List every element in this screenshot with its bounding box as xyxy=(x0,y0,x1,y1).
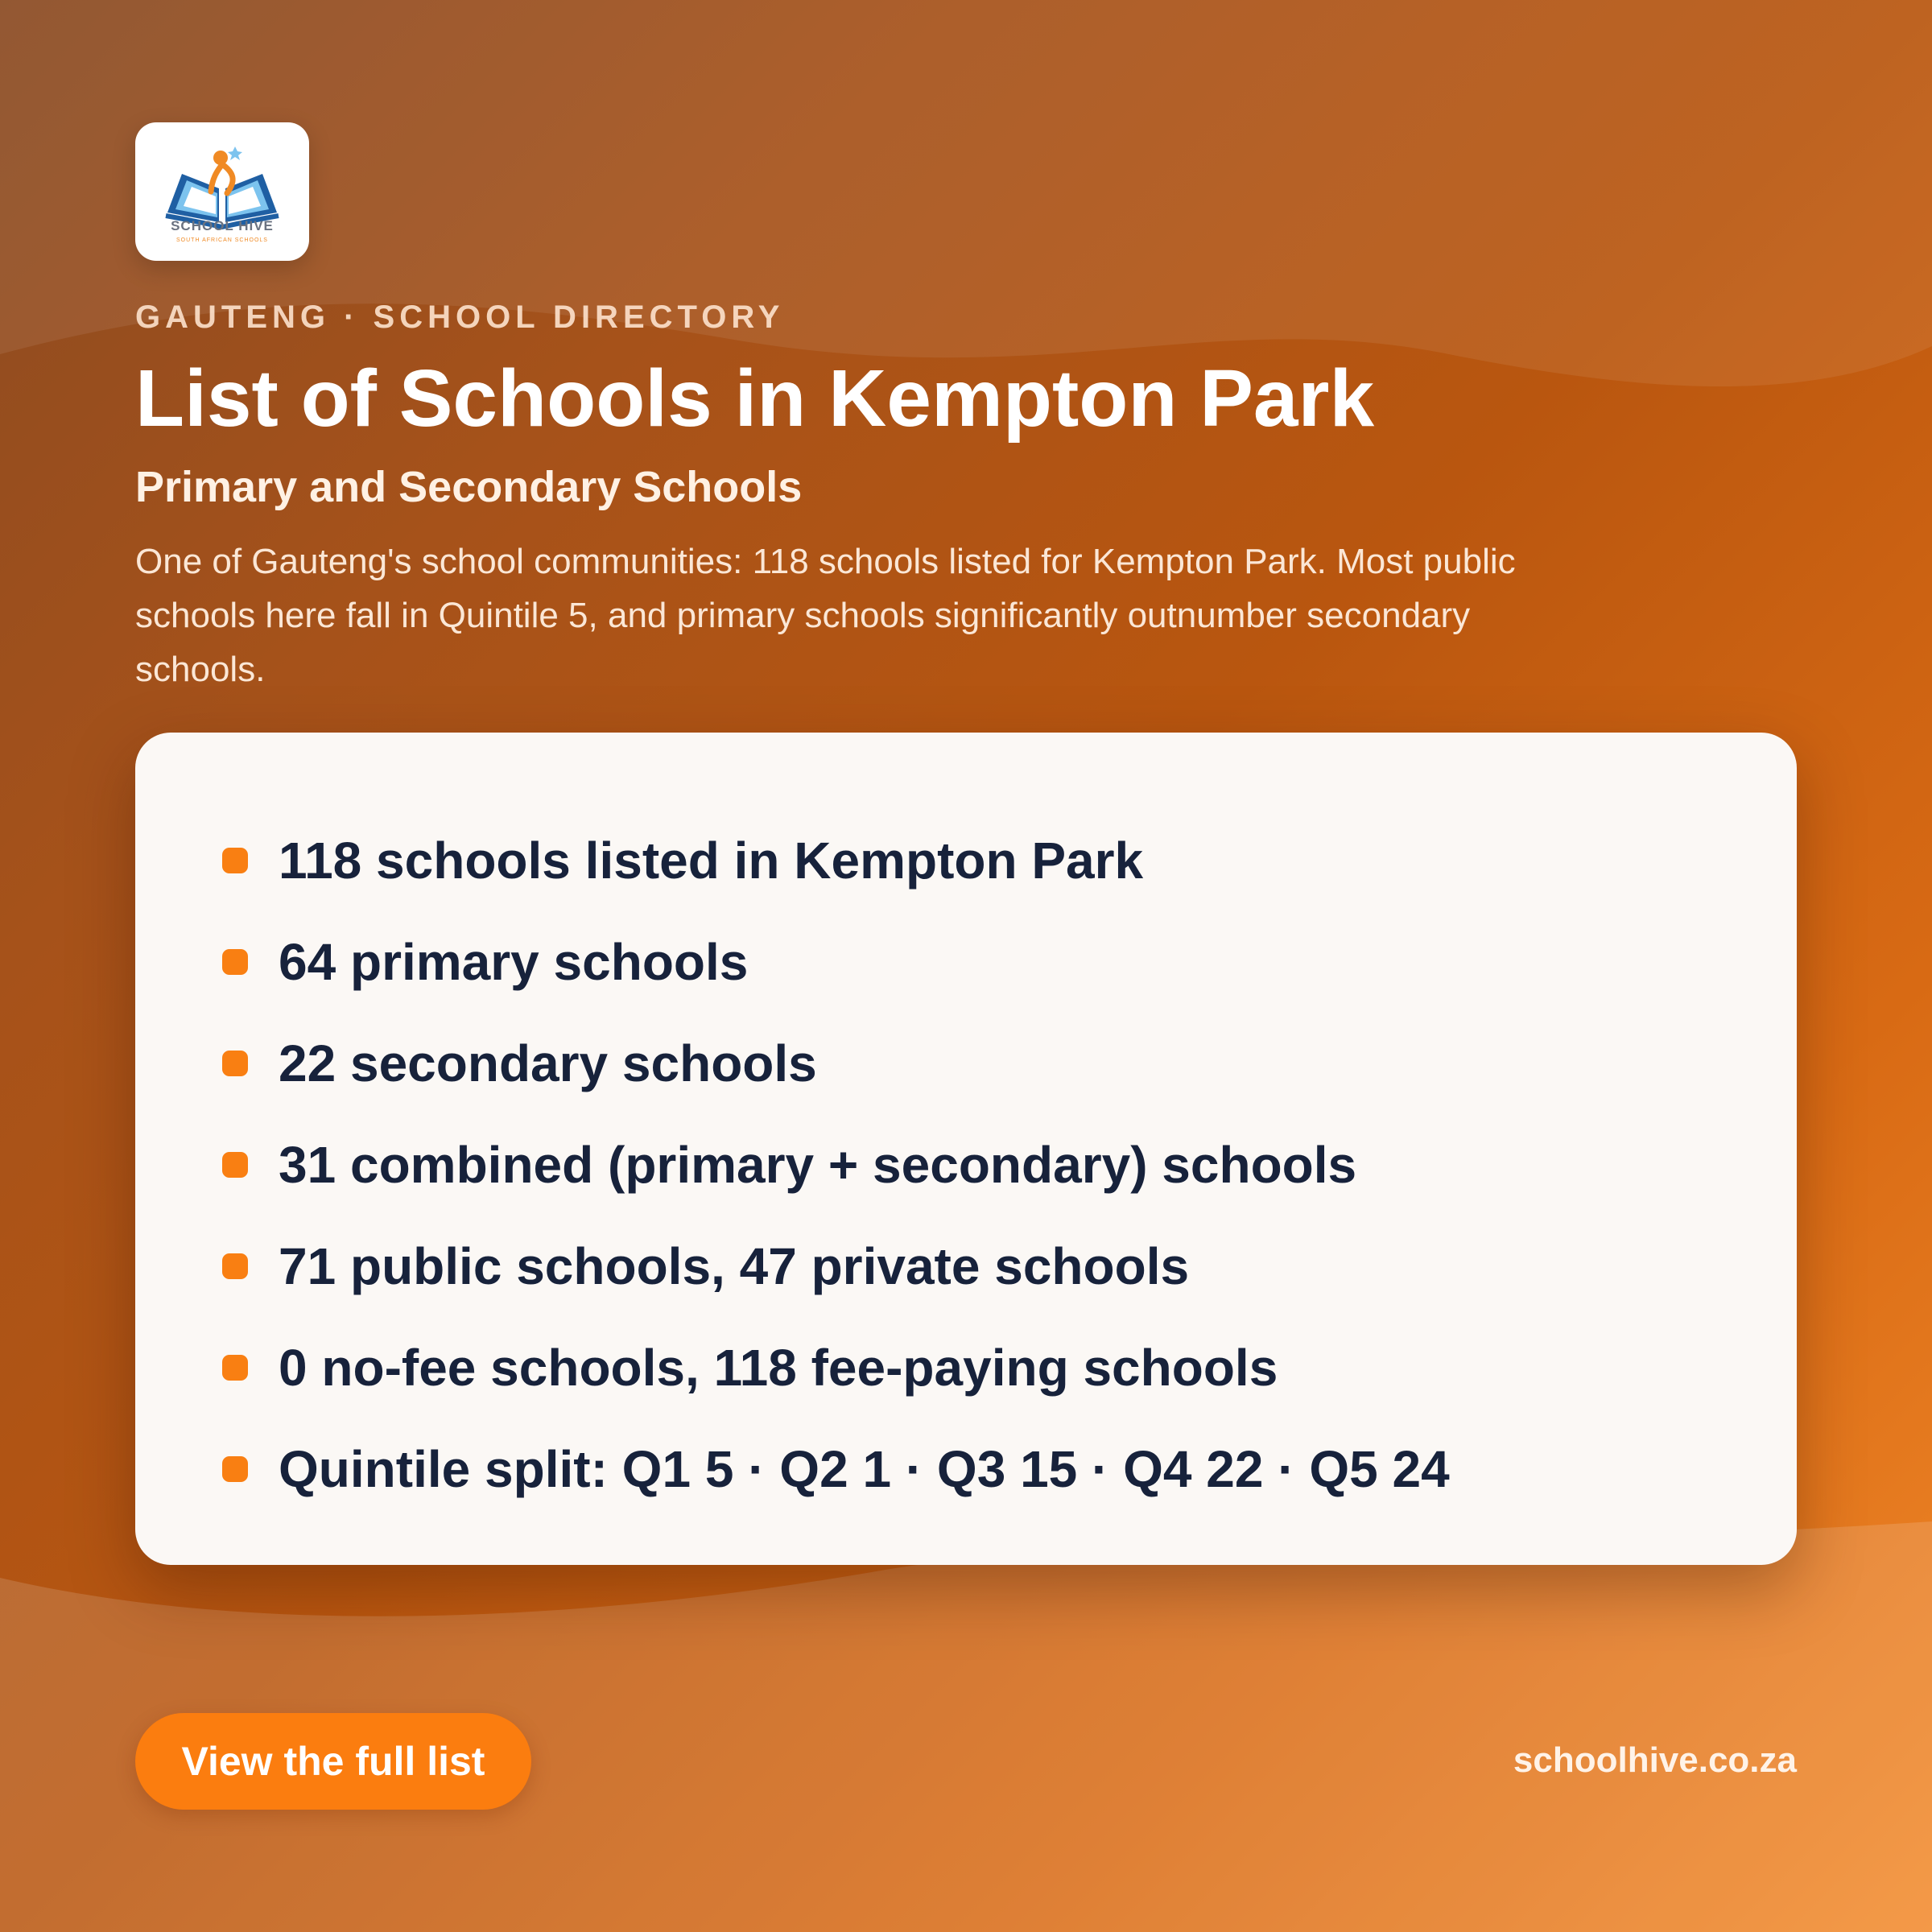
page-title: List of Schools in Kempton Park xyxy=(135,353,1375,444)
school-hive-logo xyxy=(135,122,309,261)
bullet-icon xyxy=(222,848,248,873)
website-link[interactable]: schoolhive.co.za xyxy=(1513,1740,1797,1780)
fact-item xyxy=(222,1317,1450,1418)
fact-text: 64 primary schools xyxy=(279,933,749,991)
fact-text: 22 secondary schools xyxy=(279,1034,817,1092)
logo-wordmark-art: SCHOOL HIVE xyxy=(171,218,274,233)
section-eyebrow: GAUTENG · SCHOOL DIRECTORY xyxy=(135,299,785,335)
bullet-icon xyxy=(222,1051,248,1076)
fact-item xyxy=(222,1013,1450,1114)
bullet-icon xyxy=(222,1152,248,1178)
svg-text:SOUTH AFRICAN SCHOOLS: SOUTH AFRICAN SCHOOLS xyxy=(176,237,268,243)
intro-paragraph: One of Gauteng's school communities: 118 schools listed for Kempton Park. Most public schools here fall in Quintile 5, and primary schools significantly outnumber secondary schools. xyxy=(135,542,1516,689)
facts-card xyxy=(135,733,1797,1565)
facts-list xyxy=(222,810,1450,1520)
fact-text: 118 schools listed in Kempton Park xyxy=(279,832,1144,890)
page-subtitle: Primary and Secondary Schools xyxy=(135,463,803,511)
fact-item xyxy=(222,1114,1450,1216)
fact-item xyxy=(222,810,1450,911)
bullet-icon xyxy=(222,949,248,975)
fact-text: 0 no-fee schools, 118 fee-paying schools xyxy=(279,1339,1278,1397)
fact-text: Quintile split: Q1 5 · Q2 1 · Q3 15 · Q4 22 · Q5 24 xyxy=(279,1440,1450,1498)
fact-item xyxy=(222,1418,1450,1520)
view-full-list-button[interactable]: View the full list xyxy=(135,1713,531,1810)
bullet-icon xyxy=(222,1355,248,1381)
fact-item xyxy=(222,1216,1450,1317)
fact-text: 71 public schools, 47 private schools xyxy=(279,1237,1190,1295)
bullet-icon xyxy=(222,1456,248,1482)
fact-text: 31 combined (primary + secondary) schools xyxy=(279,1136,1357,1194)
bullet-icon xyxy=(222,1253,248,1279)
fact-item xyxy=(222,911,1450,1013)
